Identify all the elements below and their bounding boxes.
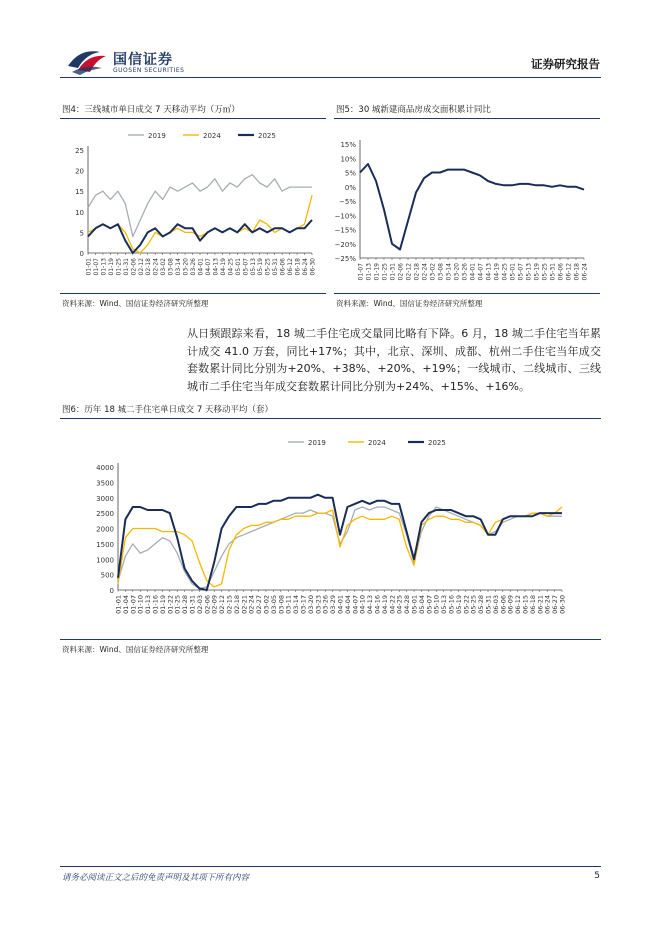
x-tick-label: 04-07 <box>351 595 360 614</box>
legend-label-2019: 2019 <box>148 132 166 140</box>
x-tick-label: 05-13 <box>249 258 257 276</box>
x-tick-label: 06-15 <box>521 595 530 614</box>
x-tick-label: 05-07 <box>517 263 525 281</box>
x-tick-label: 03-08 <box>277 595 286 614</box>
x-tick-label: 03-26 <box>190 258 198 276</box>
x-tick-label: 04-19 <box>493 263 501 281</box>
y-tick-label: 1000 <box>96 556 114 565</box>
x-tick-label: 05-31 <box>484 595 493 614</box>
y-tick-label: 5% <box>344 169 356 178</box>
x-tick-label: 03-14 <box>292 595 301 614</box>
guosen-logo-icon <box>66 46 108 76</box>
y-tick-label: 15% <box>340 141 356 149</box>
x-tick-label: 05-01 <box>234 258 242 276</box>
page-number: 5 <box>594 871 600 881</box>
fig6-title-rule <box>60 418 601 419</box>
x-tick-label: 06-06 <box>557 263 565 281</box>
x-tick-label: 01-25 <box>173 595 182 614</box>
x-tick-label: 02-12 <box>405 263 413 281</box>
x-tick-label: 04-25 <box>227 258 235 276</box>
series-line-2019 <box>118 507 562 589</box>
x-tick-label: 02-15 <box>225 595 234 614</box>
x-tick-label: 06-27 <box>551 595 560 614</box>
fig5-chart <box>334 122 600 292</box>
series-line-2019 <box>88 175 312 237</box>
footer-rule <box>60 866 601 867</box>
y-tick-label: 1500 <box>96 540 114 549</box>
x-tick-label: 01-28 <box>181 595 190 614</box>
fig5-bottom-rule <box>334 293 600 294</box>
series-line-yoy <box>360 164 584 250</box>
x-tick-label: 02-03 <box>195 595 204 614</box>
x-tick-label: 01-19 <box>107 258 115 276</box>
fig6-source: 资料来源：Wind、国信证券经济研究所整理 <box>62 645 209 654</box>
fig5-source: 资料来源：Wind、国信证券经济研究所整理 <box>336 299 483 308</box>
x-tick-label: 03-11 <box>284 595 293 614</box>
x-tick-label: 05-25 <box>264 258 272 276</box>
x-tick-label: 03-20 <box>182 258 190 276</box>
x-tick-label: 04-13 <box>366 595 375 614</box>
x-tick-label: 05-22 <box>462 595 471 614</box>
x-tick-label: 03-20 <box>453 263 461 281</box>
x-tick-label: 06-24 <box>543 595 552 614</box>
y-tick-label: 15 <box>75 188 84 197</box>
x-tick-label: 06-06 <box>499 595 508 614</box>
x-tick-label: 04-07 <box>204 258 212 276</box>
x-tick-label: 05-07 <box>425 595 434 614</box>
x-tick-label: 02-18 <box>145 258 153 276</box>
x-tick-label: 01-31 <box>122 258 130 276</box>
x-tick-label: 04-07 <box>477 263 485 281</box>
x-tick-label: 04-19 <box>219 258 227 276</box>
x-tick-label: 01-13 <box>100 258 108 276</box>
x-tick-label: 02-12 <box>137 258 145 276</box>
fig4-chart <box>60 122 326 292</box>
x-tick-label: 02-06 <box>130 258 138 276</box>
fig6-chart <box>60 424 601 636</box>
x-tick-label: 05-25 <box>469 595 478 614</box>
x-tick-label: 05-04 <box>417 595 426 614</box>
x-tick-label: 03-29 <box>329 595 338 614</box>
logo-name: 国信证券 <box>113 52 173 68</box>
y-tick-label: −25% <box>334 255 356 263</box>
x-tick-label: 06-12 <box>565 263 573 281</box>
x-tick-label: 06-24 <box>302 258 310 276</box>
x-tick-label: 04-16 <box>373 595 382 614</box>
fig5-title-rule <box>334 118 600 119</box>
x-tick-label: 05-31 <box>272 258 280 276</box>
x-tick-label: 04-01 <box>336 595 345 614</box>
x-tick-label: 03-20 <box>306 595 315 614</box>
x-tick-label: 05-16 <box>447 595 456 614</box>
y-tick-label: 10 <box>75 208 84 217</box>
x-tick-label: 05-13 <box>440 595 449 614</box>
x-tick-label: 01-07 <box>357 263 365 281</box>
fig4-title-rule <box>60 118 326 119</box>
x-tick-label: 04-01 <box>469 263 477 281</box>
x-tick-label: 03-14 <box>175 258 183 276</box>
x-tick-label: 01-25 <box>381 263 389 281</box>
x-tick-label: 05-13 <box>525 263 533 281</box>
x-tick-label: 01-25 <box>115 258 123 276</box>
x-tick-label: 01-01 <box>114 595 123 614</box>
x-tick-label: 05-19 <box>257 258 265 276</box>
x-tick-label: 04-01 <box>197 258 205 276</box>
x-tick-label: 04-04 <box>343 595 352 614</box>
x-tick-label: 05-10 <box>432 595 441 614</box>
x-tick-label: 02-21 <box>240 595 249 614</box>
y-tick-label: 2500 <box>96 510 114 519</box>
series-line-2024 <box>118 507 562 587</box>
x-tick-label: 06-24 <box>581 263 589 281</box>
x-tick-label: 06-30 <box>558 595 567 614</box>
y-tick-label: 0 <box>109 587 114 595</box>
x-tick-label: 01-07 <box>129 595 138 614</box>
x-tick-label: 04-10 <box>358 595 367 614</box>
x-tick-label: 03-02 <box>429 263 437 281</box>
legend-label-2025: 2025 <box>428 439 446 447</box>
x-tick-label: 01-16 <box>151 595 160 614</box>
header <box>0 0 662 80</box>
y-tick-label: 3000 <box>96 494 114 503</box>
x-tick-label: 05-19 <box>454 595 463 614</box>
x-tick-label: 01-31 <box>188 595 197 614</box>
x-tick-label: 03-02 <box>160 258 168 276</box>
x-tick-label: 05-07 <box>242 258 250 276</box>
x-tick-label: 04-25 <box>395 595 404 614</box>
x-tick-label: 02-06 <box>203 595 212 614</box>
x-tick-label: 02-24 <box>152 258 160 276</box>
x-tick-label: 05-01 <box>509 263 517 281</box>
x-tick-label: 03-26 <box>321 595 330 614</box>
x-tick-label: 04-22 <box>388 595 397 614</box>
y-tick-label: 4000 <box>96 464 114 472</box>
x-tick-label: 03-23 <box>314 595 323 614</box>
x-tick-label: 02-06 <box>397 263 405 281</box>
x-tick-label: 05-25 <box>541 263 549 281</box>
x-tick-label: 01-10 <box>136 595 145 614</box>
x-tick-label: 06-21 <box>536 595 545 614</box>
x-tick-label: 02-27 <box>255 595 264 614</box>
x-tick-label: 02-24 <box>421 263 429 281</box>
x-tick-label: 04-13 <box>485 263 493 281</box>
x-tick-label: 04-25 <box>501 263 509 281</box>
y-tick-label: 0 <box>79 250 84 258</box>
x-tick-label: 04-13 <box>212 258 220 276</box>
x-tick-label: 01-07 <box>92 258 100 276</box>
x-tick-label: 03-02 <box>262 595 271 614</box>
report-type: 证券研究报告 <box>531 57 600 71</box>
y-tick-label: 500 <box>100 571 114 580</box>
y-tick-label: 20 <box>75 167 84 176</box>
x-tick-label: 06-03 <box>491 595 500 614</box>
legend-label-2024: 2024 <box>203 132 221 140</box>
fig5-title: 图5：30 城新建商品房成交面积累计同比 <box>336 105 491 115</box>
y-tick-label: −20% <box>334 240 356 249</box>
x-tick-label: 02-18 <box>232 595 241 614</box>
x-tick-label: 04-19 <box>380 595 389 614</box>
x-tick-label: 02-24 <box>247 595 256 614</box>
y-tick-label: 5 <box>79 229 84 238</box>
x-tick-label: 06-18 <box>528 595 537 614</box>
x-tick-label: 03-17 <box>299 595 308 614</box>
x-tick-label: 06-06 <box>279 258 287 276</box>
footer-disclaimer: 请务必阅读正文之后的免责声明及其项下所有内容 <box>62 873 250 883</box>
x-tick-label: 05-19 <box>533 263 541 281</box>
x-tick-label: 05-28 <box>477 595 486 614</box>
x-tick-label: 01-01 <box>85 258 93 276</box>
x-tick-label: 01-19 <box>158 595 167 614</box>
y-tick-label: −10% <box>334 212 356 221</box>
header-rule <box>60 77 601 78</box>
y-tick-label: 0% <box>344 183 356 192</box>
x-tick-label: 03-26 <box>461 263 469 281</box>
x-tick-label: 01-13 <box>365 263 373 281</box>
legend-label-2025: 2025 <box>258 132 276 140</box>
fig6-title: 图6：历年 18 城二手住宅单日成交 7 天移动平均（套） <box>62 405 273 415</box>
y-tick-label: 25 <box>75 147 84 155</box>
x-tick-label: 05-31 <box>549 263 557 281</box>
y-tick-label: −15% <box>334 226 356 235</box>
y-tick-label: 3500 <box>96 479 114 488</box>
x-tick-label: 02-09 <box>210 595 219 614</box>
x-tick-label: 06-09 <box>506 595 515 614</box>
x-tick-label: 04-28 <box>403 595 412 614</box>
x-tick-label: 06-18 <box>294 258 302 276</box>
x-tick-label: 06-30 <box>309 258 317 276</box>
x-tick-label: 06-18 <box>573 263 581 281</box>
x-tick-label: 02-18 <box>413 263 421 281</box>
x-tick-label: 03-05 <box>269 595 278 614</box>
x-tick-label: 02-12 <box>218 595 227 614</box>
x-tick-label: 01-04 <box>121 595 130 614</box>
legend-label-2019: 2019 <box>308 439 326 447</box>
x-tick-label: 01-19 <box>373 263 381 281</box>
logo-subtitle: GUOSEN SECURITIES <box>113 67 185 74</box>
fig4-source: 资料来源：Wind、国信证券经济研究所整理 <box>62 299 209 308</box>
legend-label-2024: 2024 <box>368 439 386 447</box>
y-tick-label: −5% <box>339 198 356 206</box>
x-tick-label: 05-01 <box>410 595 419 614</box>
fig4-bottom-rule <box>60 293 326 294</box>
body-paragraph: 从日频跟踪来看，18 城二手住宅成交量同比略有下降。6 月，18 城二手住宅当年累计成交 41.0 万套，同比+17%；其中，北京、深圳、成都、杭州二手住宅当年成交套数累计同比分别为+20%、+38%、+20%、+19%；一线城市、二线城市、三线城市二手住宅当年成交套数累计同比分别为+24%、+15%、+16%。 <box>187 327 601 393</box>
series-line-2024 <box>88 195 312 253</box>
x-tick-label: 01-22 <box>166 595 175 614</box>
x-tick-label: 01-31 <box>389 263 397 281</box>
fig4-title: 图4：三线城市单日成交 7 天移动平均（万㎡） <box>62 105 240 115</box>
y-tick-label: 10% <box>340 155 356 164</box>
x-tick-label: 01-13 <box>144 595 153 614</box>
x-tick-label: 06-12 <box>287 258 295 276</box>
x-tick-label: 03-14 <box>445 263 453 281</box>
x-tick-label: 06-12 <box>514 595 523 614</box>
fig6-bottom-rule <box>60 639 601 640</box>
y-tick-label: 2000 <box>96 525 114 534</box>
x-tick-label: 03-08 <box>437 263 445 281</box>
x-tick-label: 03-08 <box>167 258 175 276</box>
